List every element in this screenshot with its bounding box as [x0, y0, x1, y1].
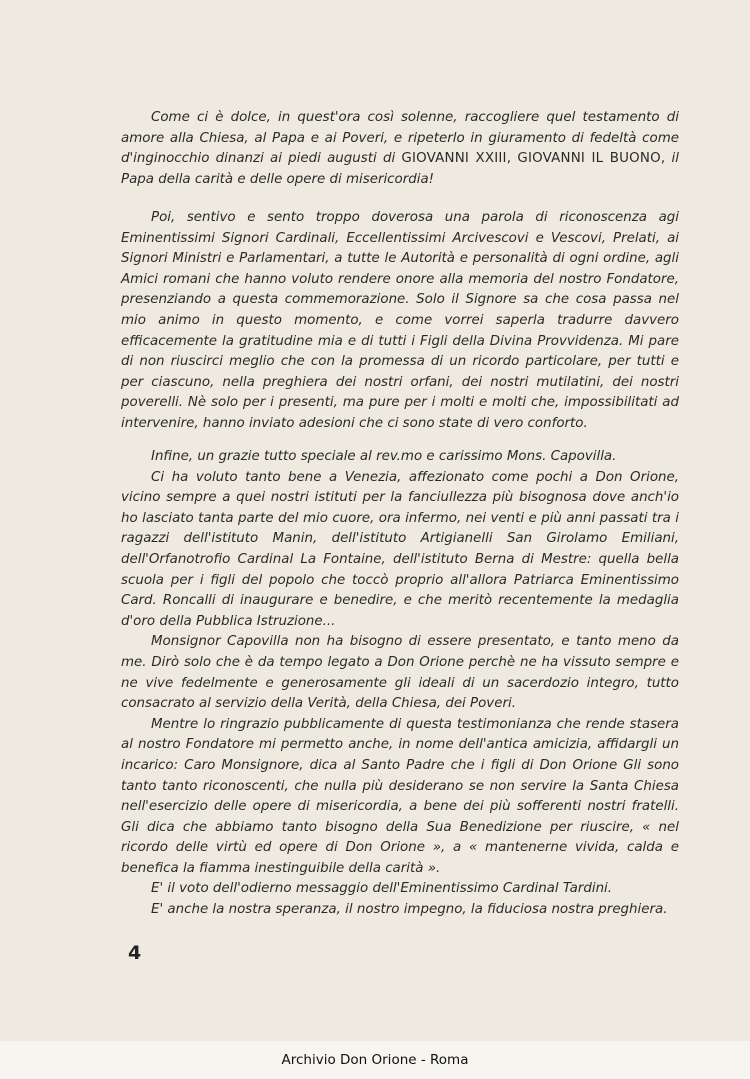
paragraph-6-text: Mentre lo ringrazio pubblicamente di questa testimonianza che rende stasera al nostro Fondatore mi permetto anche, in nome dell'antica amicizia, affidargli un incarico: Caro Monsignore, dica al Santo Padre che i figli di Don Orione Gli sono tanto tanto riconoscenti, che nulla più desiderano se non servire la Santa Chiesa nell'esercizio delle opere di misericordia, a bene dei più sofferenti nostri fratelli. Gli dica che abbiamo tanto bisogno della Sua Benedizione per riuscire, « nel ricordo delle virtù ed opere di Don Orione », a « mantenerne vivida, calda e benefica la fiamma inestinguibile della carità ». [121, 716, 679, 876]
page-number: 4 [128, 942, 142, 964]
paragraph-group-3 [121, 447, 679, 921]
paragraph-1-text-before: Come ci è dolce, in quest'ora così solenne, raccogliere quel testamento di amore alla Chiesa, al Papa e ai Poveri, e ripeterlo in giuramento di fedeltà come d'inginocchio dinanzi ai piedi augusti di [121, 110, 679, 167]
archive-footer: Archivio Don Orione - Roma [0, 1041, 750, 1079]
paragraph-1 [121, 108, 679, 190]
pope-name-2: GIOVANNI IL BUONO, [517, 151, 666, 167]
paragraph-1-text-after: il Papa della carità e delle opere di misericordia! [121, 151, 679, 187]
paragraph-2-text: Poi, sentivo e sento troppo doverosa una parola di riconoscenza agi Eminentissimi Signori Cardinali, Eccellentissimi Arcivescovi e Vescovi, Prelati, ai Signori Ministri e Parlamentari, a tutte le Autorità e personalità di ogni ordine, agli Amici romani che hanno voluto rendere onore alla memoria del nostro Fondatore, presenziando a questa commemorazione. Solo il Signore sa che cosa passa nel mio animo in questo momento, e come vorrei saperla tradurre davvero efficacemente la gratitudine mia e di tutti i Figli della Divina Provvidenza. Mi pare di non riuscirci meglio che con la promessa di un ricordo particolare, per tutti e per ciascuno, nella preghiera dei nostri orfani, dei nostri mutilatini, dei nostri poverelli. Nè solo per i presenti, ma pure per i molti e molti che, impossibilitati ad intervenire, hanno inviato adesioni che ci sono state di vero conforto. [121, 210, 679, 431]
paragraph-7-text: E' il voto dell'odierno messaggio dell'Eminentissimo Cardinal Tardini. [151, 881, 613, 897]
paragraph-5-text: Monsignor Capovilla non ha bisogno di essere presentato, e tanto meno da me. Dirò solo che è da tempo legato a Don Orione perchè ne ha vissuto sempre e ne vive fedelmente e generosamente gli ideali di un sacerdozio integro, tutto consacrato al servizio della Verità, della Chiesa, dei Poveri. [121, 634, 679, 712]
paragraph-4-text: Ci ha voluto tanto bene a Venezia, affezionato come pochi a Don Orione, vicino sempre a quei nostri istituti per la fanciullezza più bisognosa dove anch'io ho lasciato tanta parte del mio cuore, ora infermo, nei venti e più anni passati tra i ragazzi dell'istituto Manin, dell'istituto Artigianelli San Girolamo Emiliani, dell'Orfanotrofio Cardinal La Fontaine, dell'istituto Berna di Mestre: quella bella scuola per i figli del popolo che toccò proprio all'allora Patriarca Eminentissimo Card. Roncalli di inaugurare e benedire, e che meritò recentemente la medaglia d'oro della Pubblica Istruzione... [121, 469, 679, 629]
paragraph-8-text: E' anche la nostra speranza, il nostro impegno, la fiduciosa nostra preghiera. [151, 902, 668, 918]
paragraph-2 [121, 208, 679, 435]
pope-name-1: GIOVANNI XXIII, [401, 151, 512, 167]
paragraph-3-text: Infine, un grazie tutto speciale al rev.mo e carissimo Mons. Capovilla. [151, 449, 617, 464]
